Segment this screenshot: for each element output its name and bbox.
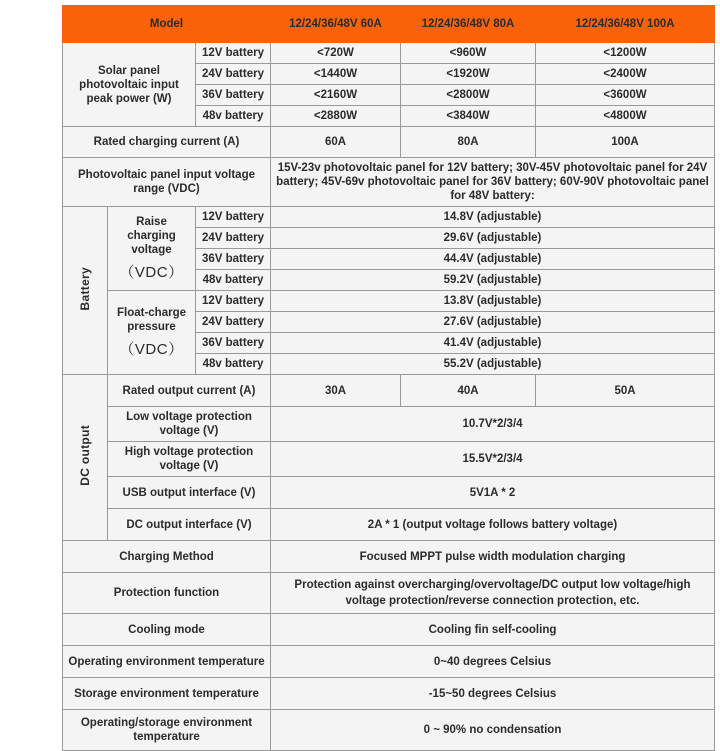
table-row (63, 541, 715, 573)
header-model-100a: 12/24/36/48V 100A (536, 6, 715, 43)
rated-output-current-label: Rated output current (A) (108, 375, 271, 407)
solar-peak-power-24v-80a: <1920W (401, 64, 536, 85)
cooling-mode-value: Cooling fin self-cooling (271, 614, 715, 646)
battery-type-label: 12V battery (196, 291, 271, 312)
table-row (63, 375, 715, 407)
rated-output-current-60a: 30A (271, 375, 401, 407)
rated-charging-current-100a: 100A (536, 127, 715, 158)
low-voltage-protection-value: 10.7V*2/3/4 (271, 407, 715, 442)
solar-peak-power-36v-80a: <2800W (401, 85, 536, 106)
protection-function-label: Protection function (63, 573, 271, 614)
cooling-mode-label: Cooling mode (63, 614, 271, 646)
battery-type-label: 48v battery (196, 354, 271, 375)
solar-peak-power-48v-60a: <2880W (271, 106, 401, 127)
storage-environment-temperature-label: Storage environment temperature (63, 678, 271, 710)
float-charge-pressure-unit: （VDC） (119, 341, 184, 359)
battery-type-label: 48v battery (196, 106, 271, 127)
battery-type-label: 24V battery (196, 64, 271, 85)
section-label-battery-text: Battery (77, 266, 92, 311)
header-model-60a: 12/24/36/48V 60A (271, 6, 401, 43)
table-row (63, 614, 715, 646)
high-voltage-protection-value: 15.5V*2/3/4 (271, 442, 715, 477)
specification-table (62, 5, 715, 751)
table-row (63, 207, 715, 228)
header-model-80a: 12/24/36/48V 80A (401, 6, 536, 43)
raise-charging-voltage-unit: （VDC） (119, 264, 184, 282)
header-model-label: Model (63, 6, 271, 43)
table-row (63, 678, 715, 710)
table-row (63, 442, 715, 477)
raise-charging-voltage-36v: 44.4V (adjustable) (271, 249, 715, 270)
usb-output-interface-label: USB output interface (V) (108, 477, 271, 509)
table-row (63, 158, 715, 207)
battery-type-label: 12V battery (196, 43, 271, 64)
raise-charging-voltage-48v: 59.2V (adjustable) (271, 270, 715, 291)
solar-peak-power-24v-100a: <2400W (536, 64, 715, 85)
section-label-battery (63, 207, 108, 375)
solar-peak-power-12v-80a: <960W (401, 43, 536, 64)
operating-storage-environment-temperature-value: 0 ~ 90% no condensation (271, 710, 715, 751)
battery-type-label: 24V battery (196, 312, 271, 333)
battery-type-label: 36V battery (196, 249, 271, 270)
solar-peak-power-12v-100a: <1200W (536, 43, 715, 64)
float-charge-pressure-48v: 55.2V (adjustable) (271, 354, 715, 375)
battery-type-label: 36V battery (196, 333, 271, 354)
table-row (63, 43, 715, 64)
float-charge-pressure-24v: 27.6V (adjustable) (271, 312, 715, 333)
operating-storage-environment-temperature-label: Operating/storage environment temperature (63, 710, 271, 751)
dc-output-interface-value: 2A * 1 (output voltage follows battery voltage) (271, 509, 715, 541)
raise-charging-voltage-label (108, 207, 196, 291)
storage-environment-temperature-value: -15~50 degrees Celsius (271, 678, 715, 710)
float-charge-pressure-36v: 41.4V (adjustable) (271, 333, 715, 354)
solar-peak-power-24v-60a: <1440W (271, 64, 401, 85)
solar-input-label: Solar panel photovoltaic input peak power (W) (63, 43, 196, 127)
float-charge-pressure-label (108, 291, 196, 375)
rated-charging-current-60a: 60A (271, 127, 401, 158)
rated-charging-current-label: Rated charging current (A) (63, 127, 271, 158)
table-row (63, 127, 715, 158)
table-row (63, 646, 715, 678)
charging-method-value: Focused MPPT pulse width modulation charging (271, 541, 715, 573)
battery-type-label: 24V battery (196, 228, 271, 249)
float-charge-pressure-title: Float-charge pressure (116, 307, 186, 334)
solar-peak-power-48v-80a: <3840W (401, 106, 536, 127)
raise-charging-voltage-title: Raise charging voltage (127, 215, 176, 256)
raise-charging-voltage-24v: 29.6V (adjustable) (271, 228, 715, 249)
rated-charging-current-80a: 80A (401, 127, 536, 158)
high-voltage-protection-label: High voltage protection voltage (V) (108, 442, 271, 477)
pv-voltage-range-value: 15V-23v photovoltaic panel for 12V battery; 30V-45V photovoltaic panel for 24V battery; 45V-69v photovoltaic panel for 36V battery; 60V-90V photovoltaic panel for 48V battery: (271, 158, 715, 207)
charging-method-label: Charging Method (63, 541, 271, 573)
section-label-dc-output (63, 375, 108, 541)
solar-peak-power-36v-100a: <3600W (536, 85, 715, 106)
solar-peak-power-48v-100a: <4800W (536, 106, 715, 127)
section-label-dc-output-text: DC output (77, 425, 92, 487)
table-header-row (63, 6, 715, 43)
solar-peak-power-12v-60a: <720W (271, 43, 401, 64)
rated-output-current-100a: 50A (536, 375, 715, 407)
battery-type-label: 48v battery (196, 270, 271, 291)
table-row (63, 407, 715, 442)
float-charge-pressure-12v: 13.8V (adjustable) (271, 291, 715, 312)
battery-type-label: 36V battery (196, 85, 271, 106)
operating-environment-temperature-value: 0~40 degrees Celsius (271, 646, 715, 678)
rated-output-current-80a: 40A (401, 375, 536, 407)
table-row (63, 710, 715, 751)
table-row (63, 477, 715, 509)
dc-output-interface-label: DC output interface (V) (108, 509, 271, 541)
table-row (63, 291, 715, 312)
pv-voltage-range-label: Photovoltaic panel input voltage range (VDC) (63, 158, 271, 207)
usb-output-interface-value: 5V1A * 2 (271, 477, 715, 509)
table-row (63, 573, 715, 614)
raise-charging-voltage-12v: 14.8V (adjustable) (271, 207, 715, 228)
protection-function-value: Protection against overcharging/overvoltage/DC output low voltage/high voltage protection/reverse connection protection, etc. (271, 573, 715, 614)
solar-peak-power-36v-60a: <2160W (271, 85, 401, 106)
battery-type-label: 12V battery (196, 207, 271, 228)
operating-environment-temperature-label: Operating environment temperature (63, 646, 271, 678)
table-row (63, 509, 715, 541)
low-voltage-protection-label: Low voltage protection voltage (V) (108, 407, 271, 442)
